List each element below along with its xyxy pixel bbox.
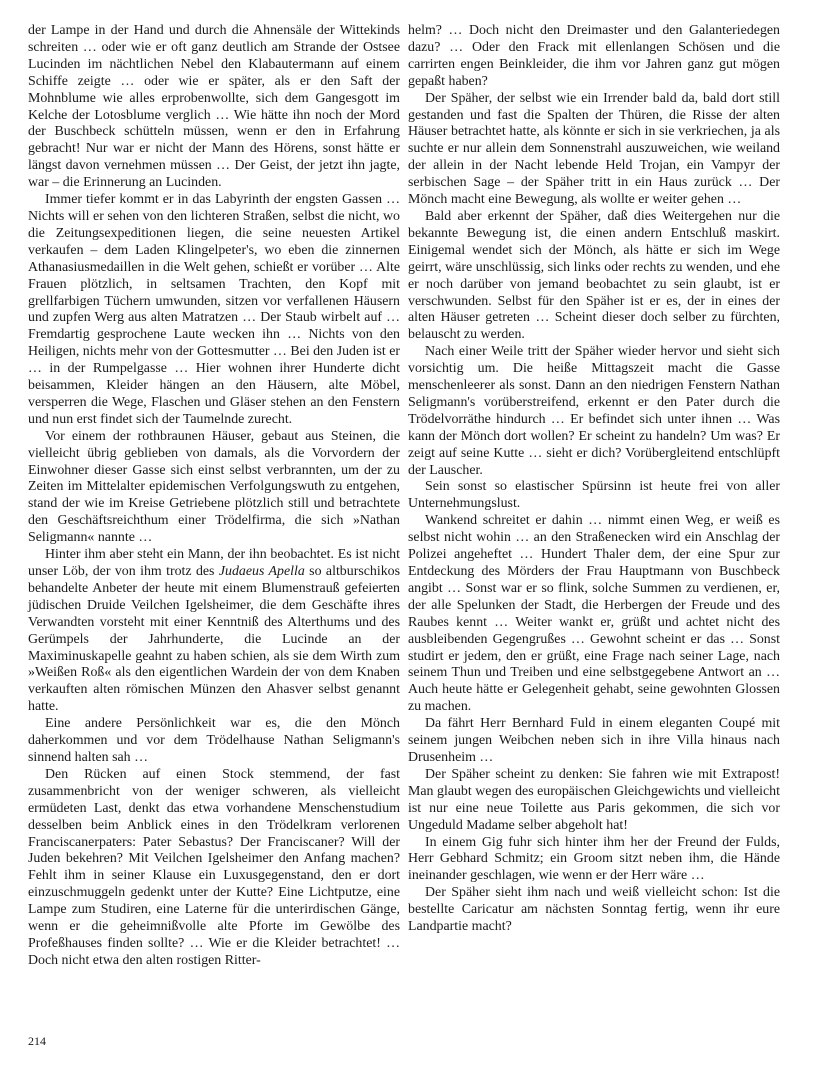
paragraph: Vor einem der rothbraunen Häuser, gebaut aus Steinen, die vielleicht übrig geblieben von damals, als die Vorvordern der Einwohner dieser Gasse sich einst selbst verbrannten, um der zu Zeiten im Mittelalter epidemischen Verfolgungswuth zu entgehen, stand der wie im Kreise Getriebene plötzlich still und betrachtete den Geschäftsreichthum einer Trödelfirma, die sich »Nathan Seligmann« nannte … [28,428,400,546]
paragraph-with-italic [28,547,400,716]
paragraph: Wankend schreitet er dahin … nimmt einen Weg, er weiß es selbst nicht wohin … an den Straßenecken wird ein Anschlag der Polizei angeheftet … Hundert Thaler dem, der eine Spur zur Entdeckung des Mörders der Frau Hauptmann von Buschbeck angibt … Sonst war er so flink, solche Summen zu verdienen, er, der alle Spelunken der Stadt, die Herbergen der Freude und des Raubes kennt … Weiter wankt er, grüßt und achtet nicht des ausbleibenden Gegengrußes … Gewohnt scheint er das … Sonst studirt er jedem, den er grüßt, eine Frage nach seiner Lage, nach seinem Thun und Treiben und eine selbstgegebene Antwort an … Auch heute hätte er Gelegenheit gehabt, seine gewohnten Glossen zu machen. [408,513,780,715]
page-number: 214 [28,1034,46,1048]
right-column [408,23,780,936]
paragraph: In einem Gig fuhr sich hinter ihm her der Freund der Fulds, Herr Gebhard Schmitz; ein Groom sitzt neben ihm, die Hände ineinander geschlagen, wie wenn er der Herr wäre … [408,834,780,884]
paragraph: Der Späher, der selbst wie ein Irrender bald da, bald dort still gestanden und fast die Spalten der Thüren, die Risse der alten Häuser betrachtet hatte, als könnte er sich in sie verkriechen, ja als suchte er nur allein dem Sonnenstrahl auszuweichen, wie weiland der allein in der Nacht lebende Held Trojan, ein Vampyr der serbischen Sage – der Späher tritt in ein Haus zurück … Der Mönch macht eine Bewegung, als wollte er weiter gehen … [408,90,780,208]
paragraph: Der Späher sieht ihm nach und weiß vielleicht schon: Ist die bestellte Caricatur am nächsten Sonntag fertig, wenn ihr eure Landpartie macht? [408,885,780,935]
paragraph: Immer tiefer kommt er in das Labyrinth der engsten Gassen … Nichts will er sehen von den lichteren Straßen, selbst die nicht, wo die Zeitungsexpeditionen liegen, die seine neuesten Artikel verkaufen – dem Laden Klingelpeter's, wo eben die zinnernen Athanasiusmedaillen in die Welt gehen, schießt er vorüber … Alte Frauen plötzlich, in seltsamen Trachten, den Kopf mit grellfarbigen Tüchern umwunden, sitzen vor verfallenen Häusern und zupfen Werg aus alten Matratzen … Der Staub wirbelt auf … Fremdartig gesprochene Laute wecken ihn … Nichts von den Heiligen, nichts mehr von der Gottesmutter … Bei den Juden ist er … in der Rumpelgasse … Hier wohnen ihrer Hunderte dicht beisammen, Kleider hängen an den Häusern, alte Möbel, versperren die Wege, Flaschen und Gläser stehen an den Fenstern und nun erst findet sich der Taumelnde zurecht. [28,192,400,427]
paragraph-text: Hinter ihm aber steht ein Mann, der ihn beobachtet. Es ist nicht unser Löb, der von ihm trotz des [28,547,400,579]
paragraph: Den Rücken auf einen Stock stemmend, der fast zusammenbricht von der weniger schweren, als vielleicht ermüdeten Last, denkt das etwa vorhandene Menschenstudium desselben beim Anblick eines in den Trödelkram verlorenen Franciscanerpaters: Pater Sebastus? Der Franciscaner? Will der Juden bekehren? Mit Veilchen Igelsheimer den Anfang machen? Fehlt ihm in seiner Klause ein Luxusgegenstand, den er dort einzuschmuggeln gedenkt unter der Kutte? Eine Lichtputze, eine Lampe zum Studiren, eine Laterne für die unterirdischen Gänge, wenn er die geheimnißvolle alte Pforte im Gewölbe des Profeßhauses finden sollte? … Wie er die Kleider betrachtet! … Doch nicht etwa den alten rostigen Ritter- [28,766,400,968]
paragraph: der Lampe in der Hand und durch die Ahnensäle der Wittekinds schreiten … oder wie er oft ganz deutlich am Strande der Ostsee Lucinden im nächtlichen Nebel den Klabautermann auf einem Schiffe zeigte … oder wie er später, als er den Saft der Mohnblume wie alles erprobenwollte, sich dem Gangesgott im Kelche der Lotosblume verglich … Wie hätte ihn noch der Mord der Buschbeck schütteln müssen, wenn er den in Erfahrung gebracht! Nur war er nicht der Mann des Hörens, sonst hätte er längst davon vernehmen müssen … Der Geist, der jetzt ihn jagte, war – die Erinnerung an Lucinden. [28,23,400,191]
paragraph: Der Späher scheint zu denken: Sie fahren wie mit Extrapost! Man glaubt wegen des europäischen Gleichgewichts und vielleicht ist nur eine neue Toilette aus Paris gekommen, die sich vor Ungeduld Madame selber abgeholt hat! [408,766,780,833]
italic-phrase: Judaeus Apella [218,564,305,579]
left-column [28,23,400,970]
paragraph: Bald aber erkennt der Späher, daß dies Weitergehen nur die bekannte Bewegung ist, die einen andern Entschluß maskirt. Einigemal wendet sich der Mönch, als hätte er sich im Wege geirrt, wäre unschlüssig, sich links oder rechts zu wenden, und ehe er noch darüber von jemand beobachtet zu sein glaubt, ist er verschwunden. Selbst für den Späher ist er es, der in eines der alten Häuser getreten … Scheint dieser doch selber zu fürchten, belauscht zu werden. [408,208,780,343]
paragraph: helm? … Doch nicht den Dreimaster und den Galanteriedegen dazu? … Oder den Frack mit ellenlangen Schösen und die carrirten engen Beinkleider, die ihm vor Jahren ganz gut mögen gepaßt haben? [408,23,780,89]
paragraph: Sein sonst so elastischer Spürsinn ist heute frei von aller Unternehmungslust. [408,479,780,512]
paragraph-text: so altburschikos behandelte Anbeter der heute mit einem Blumenstrauß gefeierten jüdischen Druide Veilchen Igelsheimer, die dem Geschäfte ihres Verwandten vorsteht mit einer Kenntniß des Alterthums und des Gerümpels der Jahrhunderte, die Lucinde an der Maximinuskapelle geahnt zu haben schien, als sie dem Wirth zum »Weißen Roß« als den eigentlichen Wardein der von dem Knaben verkauften alten römischen Münzen den Ahasver selbst genannt hatte. [28,564,400,715]
paragraph: Nach einer Weile tritt der Späher wieder hervor und sieht sich vorsichtig um. Die heiße Mittagszeit macht die Gasse menschenleerer als sonst. Dann an den niedrigen Fenstern Nathan Seligmann's vorüberstreifend, erkennt er den Pater durch die Trödelvorräthe hindurch … Er befindet sich unter ihnen … Was kann der Mönch dort wollen? Er scheint zu handeln? Um was? Er zeigt auf seine Kutte … sieht er dich? Vorübergleitend entschlüpft der Lauscher. [408,344,780,478]
paragraph: Da fährt Herr Bernhard Fuld in einem eleganten Coupé mit seinem jungen Weibchen neben sich in ihre Villa hinaus nach Drusenheim … [408,716,780,765]
paragraph: Eine andere Persönlichkeit war es, die den Mönch daherkommen und vor dem Trödelhause Nathan Seligmann's sinnend halten sah … [28,716,400,765]
